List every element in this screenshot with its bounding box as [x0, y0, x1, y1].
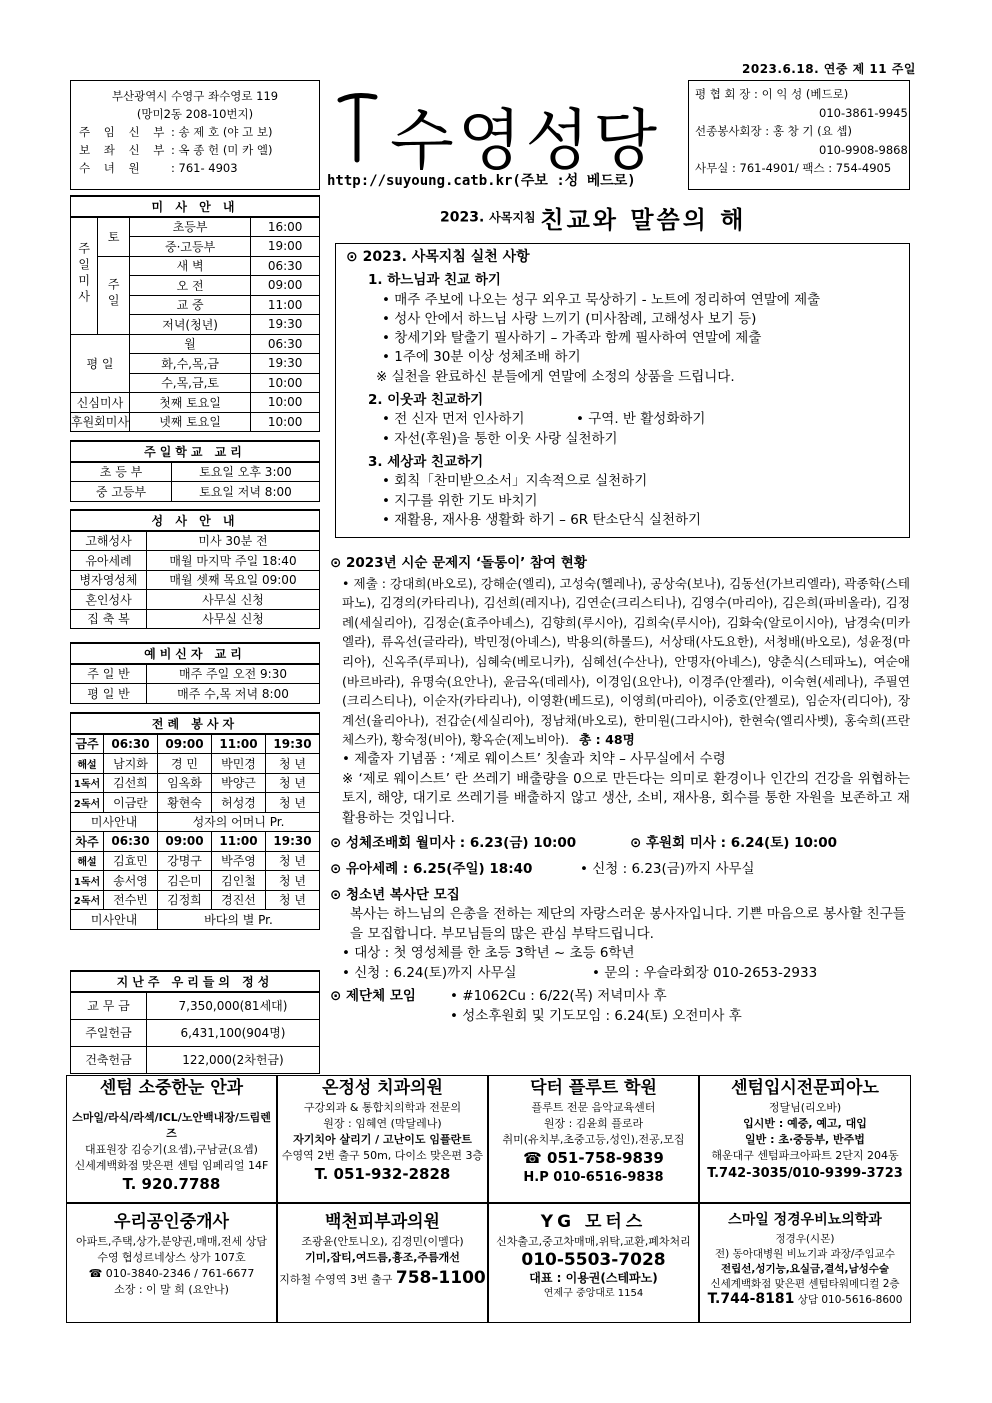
theme-label: 사목지침: [489, 210, 536, 225]
plan-item: • 재활용, 재사용 생활화 하기 – 6R 탄소단식 실천하기: [382, 511, 702, 528]
intention: 성자의 어머니 Pr.: [158, 812, 320, 832]
school-title: 주일학교 교리: [71, 441, 320, 462]
server-name: 강명구: [158, 851, 212, 871]
sacrament-value: 매월 마지막 주일 18:40: [147, 551, 320, 571]
ad-motors[interactable]: [488, 1203, 699, 1323]
sunday-mass-label: 주일미사: [76, 242, 91, 306]
mass-time: 11:00: [251, 295, 320, 315]
ad-flute[interactable]: [488, 1075, 699, 1203]
catechumen-time: 매주 수,목 저녁 8:00: [147, 684, 320, 704]
theme-text: 친교와 말씀의 해: [540, 206, 747, 234]
parish-info: [70, 80, 320, 190]
baptism-apply: • 신청 : 6.23(금)까지 사무실: [580, 860, 755, 877]
convent-label: 수 녀 원: [79, 161, 145, 175]
weekday-time: 10:00: [251, 373, 320, 393]
ad-line: 스마일/라식/라섹/ICL/노안백내장/드림렌즈: [72, 1111, 271, 1140]
altar-server-title: ⊙ 청소년 복사단 모집: [330, 886, 460, 903]
plan-section: 2. 이웃과 친교하기: [368, 392, 484, 409]
ad-realty[interactable]: [66, 1203, 277, 1323]
catechumen-time: 매주 주일 오전 9:30: [147, 664, 320, 684]
pastoral-theme-title: [440, 200, 746, 235]
ad-line: 대표원장 김승기(요셉),구남균(요셉): [85, 1143, 258, 1156]
group-meeting: • 성소후원회 및 기도모임 : 6.24(토) 오전미사 후: [450, 1008, 742, 1025]
quiz-note: ※ ‘제로 웨이스트’ 란 쓰레기 배출량을 0으로 만든다는 의미로 환경이나 인간의 건강을 위협하는 토지, 해양, 대기로 쓰레기를 배출하지 않고 생산, 소비, 재사용, 회수를 통한 자원을 보존하고 재활용하는 것입니다.: [342, 770, 910, 826]
altar-server-contact: • 문의 : 우슬라회장 010-2653-2933: [592, 964, 818, 981]
mass-time: 06:30: [251, 256, 320, 276]
convent-phone: : 761- 4903: [171, 161, 238, 175]
server-role: 1독서: [71, 773, 104, 793]
ad-line: 일반 : 초·중등부, 반주법: [745, 1133, 865, 1146]
quiz-submitters: • 제출 : 강대희(바오로), 강해순(엘리), 고성숙(헬레나), 공상숙(보나), 김동선(가브리엘라), 곽종학(스테파노), 김경의(카타리나), 김선희(레지나), 김연순(크리스티나), 김영수(마리아), 김은희(파비올라), 김정례(세실리아), 김정순(효주아녜스), 김향희(루시아), 김희숙(루시아), 김화숙(알로이시아), 남경숙(미카엘라), 류옥선(글라라), 박민정(아녜스), 박용의(하롤드), 서상태(사도요한), 서청배(바오로), 성윤정(마리아), 신옥주(루피나), 심혜숙(베로니카), 심혜선(수산나), 안명자(아녜스), 양춘식(스테파노), 여순애(바르바라), 유명숙(요안나), 윤금옥(데레사), 이경임(요안나), 이경주(안젤라), 이숙현(세레나), 주필연(크리스티나), 이순자(카타리나), 이영환(베드로), 이영희(마리아), 이중호(안젤로), 임순자(리디아), 장계선(율리아나), 전갑순(세실리아), 정남채(바오로), 한미원(그라시아), 한현숙(엘리사벳), 홍숙희(프란체스카), 황숙정(비아), 황옥순(제노비아).: [342, 575, 910, 748]
pastor-name: : 송 제 호 (야 고 보): [171, 125, 273, 139]
plan-item: • 매주 주보에 나오는 성구 외우고 묵상하기 - 노트에 정리하여 연말에 제출: [382, 291, 821, 308]
special-day: 첫째 토요일: [129, 393, 250, 413]
ad-line: 전립선,성기능,요실금,결석,남성수술: [720, 1263, 890, 1275]
servers-time: 11:00: [212, 832, 266, 852]
support-mass: ⊙ 후원회 미사 : 6.24(토) 10:00: [630, 835, 838, 852]
ad-line: ☎ 010-3840-2346 / 761-6677: [88, 1267, 255, 1280]
ad-line: 플루트 전문 음악교육센터: [531, 1101, 656, 1114]
pastor-label: 주 임 신 부: [79, 125, 170, 139]
quiz-gift: • 제출자 기념품 : ‘제로 웨이스트’ 칫솔과 치약 – 사무실에서 수령: [342, 750, 726, 767]
offering-amount: 122,000(2차헌금): [147, 1046, 320, 1073]
ad-line: 해운대구 센텀파크아파트 2단지 204동: [711, 1149, 899, 1162]
ad-name: 센텀입시전문피아노: [731, 1078, 879, 1098]
ad-line: 대표 : 이용권(스테파노): [529, 1271, 658, 1285]
plan-item: • 전 신자 먼저 인사하기 • 구역. 반 활성화하기: [382, 411, 706, 428]
ad-phone: ☎ 051-758-9839: [523, 1149, 664, 1167]
plan-item: • 지구를 위한 기도 바치기: [382, 492, 538, 509]
sacrament-guide: [70, 509, 320, 629]
quiz-title: ⊙ 2023년 시순 문제지 ‘돌통이’ 참여 현황: [330, 555, 587, 571]
ad-name: 센텀 소중한눈 안과: [99, 1078, 244, 1098]
mass-time: 09:00: [251, 276, 320, 296]
special-mass: 후원회미사: [71, 412, 130, 432]
servers-time: 09:00: [158, 832, 212, 852]
ad-dental[interactable]: [277, 1075, 488, 1203]
weekday-row: 수,목,금,토: [129, 373, 250, 393]
address-line-2: (망미2동 208-10번지): [136, 107, 254, 121]
servers-time: 19:30: [266, 832, 320, 852]
mass-title: 미 사 안 내: [71, 196, 320, 217]
parish-logo: [335, 85, 675, 180]
server-name: 송서영: [104, 871, 158, 891]
address-line-1: 부산광역시 수영구 좌수영로 119: [111, 89, 279, 103]
mission-phone: 010-9908-9868: [819, 142, 908, 157]
president: 평 협 회 장 : 이 익 성 (베드로): [695, 87, 849, 101]
ad-line: 자기치아 살리기 / 고난이도 임플란트: [293, 1133, 472, 1146]
weekday-time: 06:30: [251, 334, 320, 354]
server-name: 청 년: [266, 890, 320, 910]
ad-name: 닥터 플루트 학원: [530, 1078, 657, 1098]
school-row: 중 고등부: [71, 482, 172, 502]
ad-phone: T. 051-932-2828: [314, 1165, 451, 1183]
ad-phone: T.742-3035/010-9399-3723: [707, 1166, 903, 1181]
server-name: 청 년: [266, 871, 320, 891]
catechumen-class: [70, 642, 320, 704]
intention-label: 미사안내: [71, 812, 158, 832]
servers-week: 차주: [71, 832, 104, 852]
special-time: 10:00: [251, 412, 320, 432]
server-name: 박주영: [212, 851, 266, 871]
server-name: 박양근: [212, 773, 266, 793]
server-name: 청 년: [266, 773, 320, 793]
ad-line: 신차출고,중고차매매,위탁,교환,폐차처리: [496, 1235, 691, 1248]
pastoral-plan: [335, 243, 910, 538]
plan-item: • 창세기와 탈출기 필사하기 – 가족과 함께 필사하여 연말에 제출: [382, 330, 762, 347]
intention: 바다의 별 Pr.: [158, 910, 320, 930]
ad-eye-clinic[interactable]: [66, 1075, 277, 1203]
sun-label: 주일: [106, 277, 121, 310]
plan-section: 3. 세상과 친교하기: [368, 453, 484, 470]
issue-date: 2023.6.18. 연중 제 11 주일: [742, 62, 916, 76]
ad-line: 전) 동아대병원 비뇨기과 과장/주임교수: [715, 1248, 895, 1260]
mass-row: 초등부: [129, 217, 250, 237]
mass-time: 19:30: [251, 315, 320, 335]
sacrament-row: 유아세례: [71, 551, 147, 571]
servers-time: 11:00: [212, 734, 266, 754]
server-name: 청 년: [266, 754, 320, 774]
ad-line: 입시반 : 예중, 예고, 대입: [743, 1117, 867, 1130]
ad-line: 수영역 2번 출구 50m, 다이소 맞은편 3층: [281, 1149, 484, 1162]
server-role: 해설: [71, 851, 104, 871]
sacrament-value: 사무실 신청: [147, 609, 320, 629]
advertisements: [66, 1075, 911, 1323]
mass-time: 19:00: [251, 237, 320, 257]
ad-line: 원장 : 김윤희 플로라: [543, 1117, 644, 1130]
server-role: 2독서: [71, 793, 104, 813]
offering-row: 건축헌금: [71, 1046, 147, 1073]
plan-section: 1. 하느님과 친교 하기: [368, 272, 501, 289]
ad-name: 온정성 치과의원: [322, 1078, 443, 1098]
offering-amount: 7,350,000(81세대): [147, 992, 320, 1020]
server-role: 해설: [71, 754, 104, 774]
special-mass: 신심미사: [71, 393, 130, 413]
ad-line: 상담 010-5616-8600: [797, 1294, 903, 1306]
server-name: 황현숙: [158, 793, 212, 813]
server-role: 1독서: [71, 871, 104, 891]
server-name: 청 년: [266, 851, 320, 871]
adoration-mass: ⊙ 성체조배회 월미사 : 6.23(금) 10:00: [330, 835, 577, 852]
ad-line: 조광윤(안토니오), 김경민(이멜다): [301, 1235, 464, 1248]
intention-label: 미사안내: [71, 910, 158, 930]
ad-line: 수영 협성르네상스 상가 107호: [97, 1251, 246, 1264]
school-time: 토요일 오후 3:00: [172, 462, 320, 482]
altar-server-apply: • 신청 : 6.24(토)까지 사무실: [342, 964, 517, 981]
mass-row: 중·고등부: [129, 237, 250, 257]
sacrament-title: 성 사 안 내: [71, 510, 320, 531]
offering-title: 지난주 우리들의 정성: [71, 971, 320, 992]
sacrament-row: 병자영성체: [71, 570, 147, 590]
servers-time: 09:00: [158, 734, 212, 754]
quiz-total: 총 : 48명: [579, 732, 635, 748]
server-name: 남지화: [104, 754, 158, 774]
infant-baptism: ⊙ 유아세례 : 6.25(주일) 18:40: [330, 860, 533, 877]
ad-derma[interactable]: [277, 1203, 488, 1323]
school-schedule: [70, 440, 320, 502]
ad-name: YG 모터스: [540, 1212, 647, 1232]
weekday-label: 평 일: [71, 334, 130, 393]
group-meeting: • #1062Cu : 6/22(목) 저녁미사 후: [450, 988, 667, 1005]
school-time: 토요일 저녁 8:00: [172, 482, 320, 502]
liturgy-servers: [70, 712, 320, 930]
ad-line: 신세계백화점 맞은편 센텀타워메디컬 2층: [710, 1278, 900, 1290]
ad-phone: H.P 010-6516-9838: [523, 1170, 664, 1185]
offering-report: [70, 970, 320, 1074]
ad-phone: T. 920.7788: [122, 1175, 221, 1193]
servers-time: 19:30: [266, 734, 320, 754]
server-name: 경진선: [212, 890, 266, 910]
plan-note: ※ 실천을 완료하신 분들에게 연말에 소정의 상품을 드립니다.: [376, 368, 735, 385]
theme-year: 2023.: [440, 209, 485, 226]
ad-line: 정달님(리오바): [768, 1101, 842, 1114]
server-name: 김효민: [104, 851, 158, 871]
plan-item: • 자선(후원)을 통한 이웃 사랑 실천하기: [382, 430, 618, 447]
plan-item: • 1주에 30분 이상 성체조배 하기: [382, 349, 581, 366]
servers-time: 06:30: [104, 734, 158, 754]
sacrament-row: 혼인성사: [71, 590, 147, 610]
ad-line: 신세계백화점 맞은편 센텀 임페리얼 14F: [74, 1159, 269, 1172]
mass-time: 16:00: [251, 217, 320, 237]
sat-label: 토: [98, 217, 130, 257]
sacrament-value: 매월 셋째 목요일 09:00: [147, 570, 320, 590]
server-name: 이금란: [104, 793, 158, 813]
offering-row: 교 무 금: [71, 992, 147, 1020]
weekday-time: 19:30: [251, 354, 320, 374]
ad-name: 우리공인중개사: [114, 1212, 229, 1232]
ad-piano[interactable]: [699, 1075, 911, 1203]
altar-server-body: 복사는 하느님의 은총을 전하는 제단의 자랑스러운 봉사자입니다. 기쁜 마음으로 봉사할 친구들을 모집합니다. 부모님들의 많은 관심 부탁드립니다.: [350, 906, 906, 942]
sacrament-row: 고해성사: [71, 531, 147, 551]
servers-title: 전례 봉사자: [71, 713, 320, 734]
ad-line: 연제구 중앙대로 1154: [543, 1288, 644, 1299]
ad-phone: 010-5503-7028: [521, 1250, 666, 1270]
ad-line: 지하철 수영역 3번 출구: [279, 1273, 393, 1286]
ad-phone: 758-1100: [395, 1268, 486, 1288]
offering-row: 주일헌금: [71, 1019, 147, 1046]
announcements: [330, 554, 910, 1027]
ad-line: 소장 : 이 말 희 (요안나): [114, 1283, 229, 1296]
server-name: 김인철: [212, 871, 266, 891]
plan-title: ⊙ 2023. 사목지침 실천 사항: [346, 249, 530, 265]
mass-row: 새 벽: [129, 256, 250, 276]
mass-row: 오 전: [129, 276, 250, 296]
ad-line: 기미,잡티,여드름,흉조,주름개선: [305, 1251, 460, 1264]
catechumen-title: 예비신자 교리: [71, 643, 320, 664]
website-url[interactable]: http://suyoung.catb.kr(주보 :성 베드로): [327, 173, 636, 189]
server-name: 김선희: [104, 773, 158, 793]
server-name: 임옥화: [158, 773, 212, 793]
assistant-label: 보 좌 신 부: [79, 143, 170, 157]
weekday-row: 월: [129, 334, 250, 354]
catechumen-row: 평 일 반: [71, 684, 147, 704]
server-name: 허성경: [212, 793, 266, 813]
ad-urology[interactable]: [699, 1203, 911, 1323]
office-phone: 사무실 : 761-4901/ 팩스 : 754-4905: [695, 161, 892, 175]
groups-title: ⊙ 제단체 모임: [330, 988, 416, 1005]
ad-name: 스마일 정경우비뇨의학과: [728, 1212, 882, 1228]
mass-schedule: [70, 195, 320, 432]
ad-line: 정경우(시몬): [775, 1233, 835, 1245]
offering-amount: 6,431,100(904명): [147, 1019, 320, 1046]
contact-info: [688, 80, 910, 190]
server-name: 경 민: [158, 754, 212, 774]
servers-time: 06:30: [104, 832, 158, 852]
ad-line: 구강외과 & 통합치의학과 전문의: [303, 1101, 462, 1114]
mission-head: 선종봉사회장 : 홍 창 기 (요 셉): [695, 124, 852, 138]
altar-server-target: • 대상 : 첫 영성체를 한 초등 3학년 ~ 초등 6학년: [342, 945, 635, 962]
ad-line: 아파트,주택,상가,분양권,매매,전세 상담: [76, 1235, 267, 1248]
server-name: 김정희: [158, 890, 212, 910]
catechumen-row: 주 일 반: [71, 664, 147, 684]
sacrament-value: 미사 30분 전: [147, 531, 320, 551]
sacrament-row: 집 축 복: [71, 609, 147, 629]
mass-row: 저녁(청년): [129, 315, 250, 335]
server-name: 박민경: [212, 754, 266, 774]
server-name: 김은미: [158, 871, 212, 891]
weekday-row: 화,수,목,금: [129, 354, 250, 374]
assistant-name: : 옥 종 헌 (미 카 엘): [171, 143, 273, 157]
server-role: 2독서: [71, 890, 104, 910]
ad-name: 백천피부과의원: [325, 1212, 440, 1232]
special-day: 넷째 토요일: [129, 412, 250, 432]
servers-week: 금주: [71, 734, 104, 754]
school-row: 초 등 부: [71, 462, 172, 482]
ad-line: 취미(유치부,초중고등,성인),전공,모집: [502, 1133, 685, 1146]
plan-item: • 회칙「찬미받으소서」지속적으로 실천하기: [382, 473, 648, 490]
plan-item: • 성사 안에서 하느님 사랑 느끼기 (미사참례, 고해성사 보기 등): [382, 310, 757, 327]
server-name: 청 년: [266, 793, 320, 813]
ad-line: 원장 : 임혜연 (막달레나): [323, 1117, 442, 1130]
logo-text: 수영성당: [390, 102, 662, 179]
mass-row: 교 중: [129, 295, 250, 315]
special-time: 10:00: [251, 393, 320, 413]
sacrament-value: 사무실 신청: [147, 590, 320, 610]
ad-phone: T.744-8181: [707, 1291, 795, 1307]
president-phone: 010-3861-9945: [819, 105, 908, 120]
server-name: 전수빈: [104, 890, 158, 910]
